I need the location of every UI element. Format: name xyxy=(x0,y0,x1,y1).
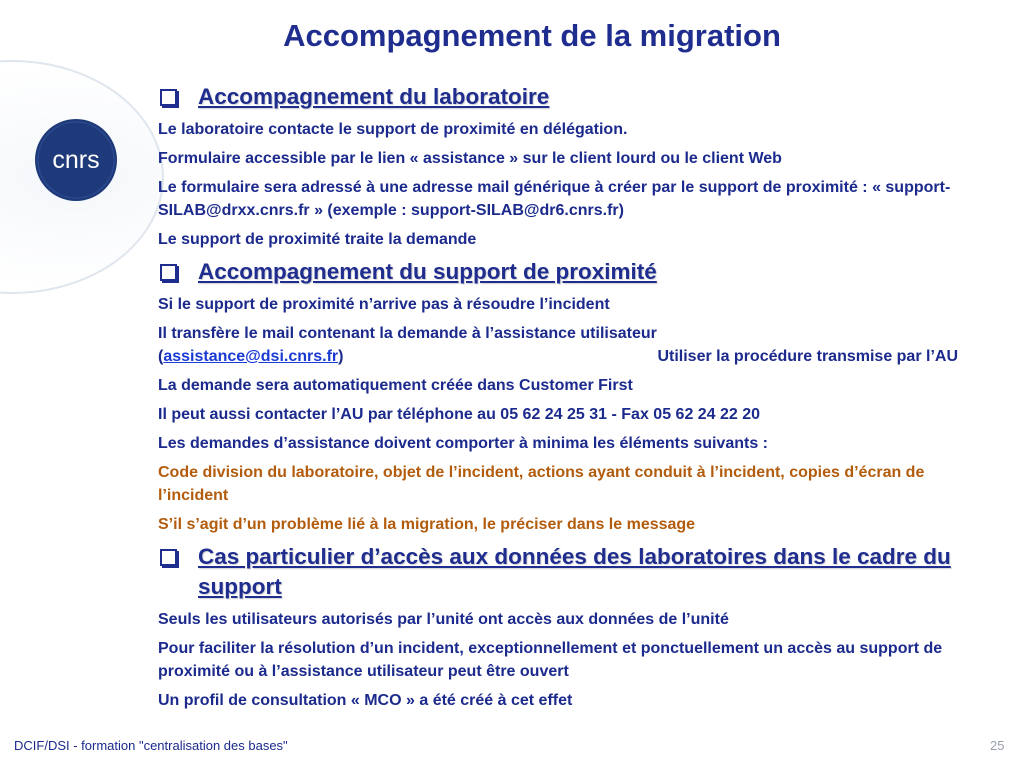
paragraph: Pour faciliter la résolution d’un incident, exceptionnellement et ponctuellement un accès au support de proximité ou à l’assistance utilisateur peut être ouvert xyxy=(158,640,943,680)
paragraph: Le support de proximité traite la demande xyxy=(158,231,477,248)
slide-content xyxy=(158,82,958,718)
open-paren: ( xyxy=(158,348,164,365)
section-heading-text: Accompagnement du laboratoire xyxy=(198,84,550,109)
paragraph: Les demandes d’assistance doivent comporter à minima les éléments suivants : xyxy=(158,435,768,452)
slide-title: Accompagnement de la migration xyxy=(283,18,781,53)
paragraph-line-with-link xyxy=(158,345,958,368)
paragraph: Si le support de proximité n’arrive pas à résoudre l’incident xyxy=(158,296,610,313)
checkbox-bullet-icon xyxy=(160,264,177,281)
checkbox-bullet-icon xyxy=(160,89,177,106)
section-heading-cas-particulier xyxy=(158,542,958,602)
paragraph-transfer xyxy=(158,322,958,368)
logo-text: cnrs xyxy=(52,146,100,174)
section-heading-laboratoire xyxy=(158,82,958,112)
paragraph: Un profil de consultation « MCO » a été créé à cet effet xyxy=(158,692,573,709)
section-heading-text: Accompagnement du support de proximité xyxy=(198,259,657,284)
footer-text: DCIF/DSI - formation "centralisation des bases" xyxy=(14,738,288,753)
paragraph-highlight: Code division du laboratoire, objet de l’incident, actions ayant conduit à l’incident, copies d’écran de l’incident xyxy=(158,464,925,504)
cnrs-logo-icon xyxy=(34,118,118,202)
paragraph: Le formulaire sera adressé à une adresse mail générique à créer par le support de proximité : « support-SILAB@drxx.cnrs.fr » (exemple : support-SILAB@dr6.cnrs.fr) xyxy=(158,179,951,219)
paragraph: Seuls les utilisateurs autorisés par l’unité ont accès aux données de l’unité xyxy=(158,611,729,628)
paragraph: La demande sera automatiquement créée dans Customer First xyxy=(158,377,633,394)
paragraph: Le laboratoire contacte le support de proximité en délégation. xyxy=(158,121,628,138)
paragraph-line: Il transfère le mail contenant la demande à l’assistance utilisateur xyxy=(158,325,657,342)
section-heading-text: Cas particulier d’accès aux données des laboratoires dans le cadre du support xyxy=(198,544,951,599)
link-wrapper xyxy=(158,345,343,368)
section-heading-support xyxy=(158,257,958,287)
close-paren: ) xyxy=(338,348,344,365)
procedure-note: Utiliser la procédure transmise par l’AU xyxy=(657,348,958,365)
assistance-email-link[interactable]: assistance@dsi.cnrs.fr xyxy=(163,348,339,365)
paragraph: Formulaire accessible par le lien « assistance » sur le client lourd ou le client Web xyxy=(158,150,782,167)
paragraph: Il peut aussi contacter l’AU par téléphone au 05 62 24 25 31 - Fax 05 62 24 22 20 xyxy=(158,406,761,423)
page-number: 25 xyxy=(990,738,1005,753)
checkbox-bullet-icon xyxy=(160,549,177,566)
paragraph-highlight: S’il s’agit d’un problème lié à la migration, le préciser dans le message xyxy=(158,516,696,533)
